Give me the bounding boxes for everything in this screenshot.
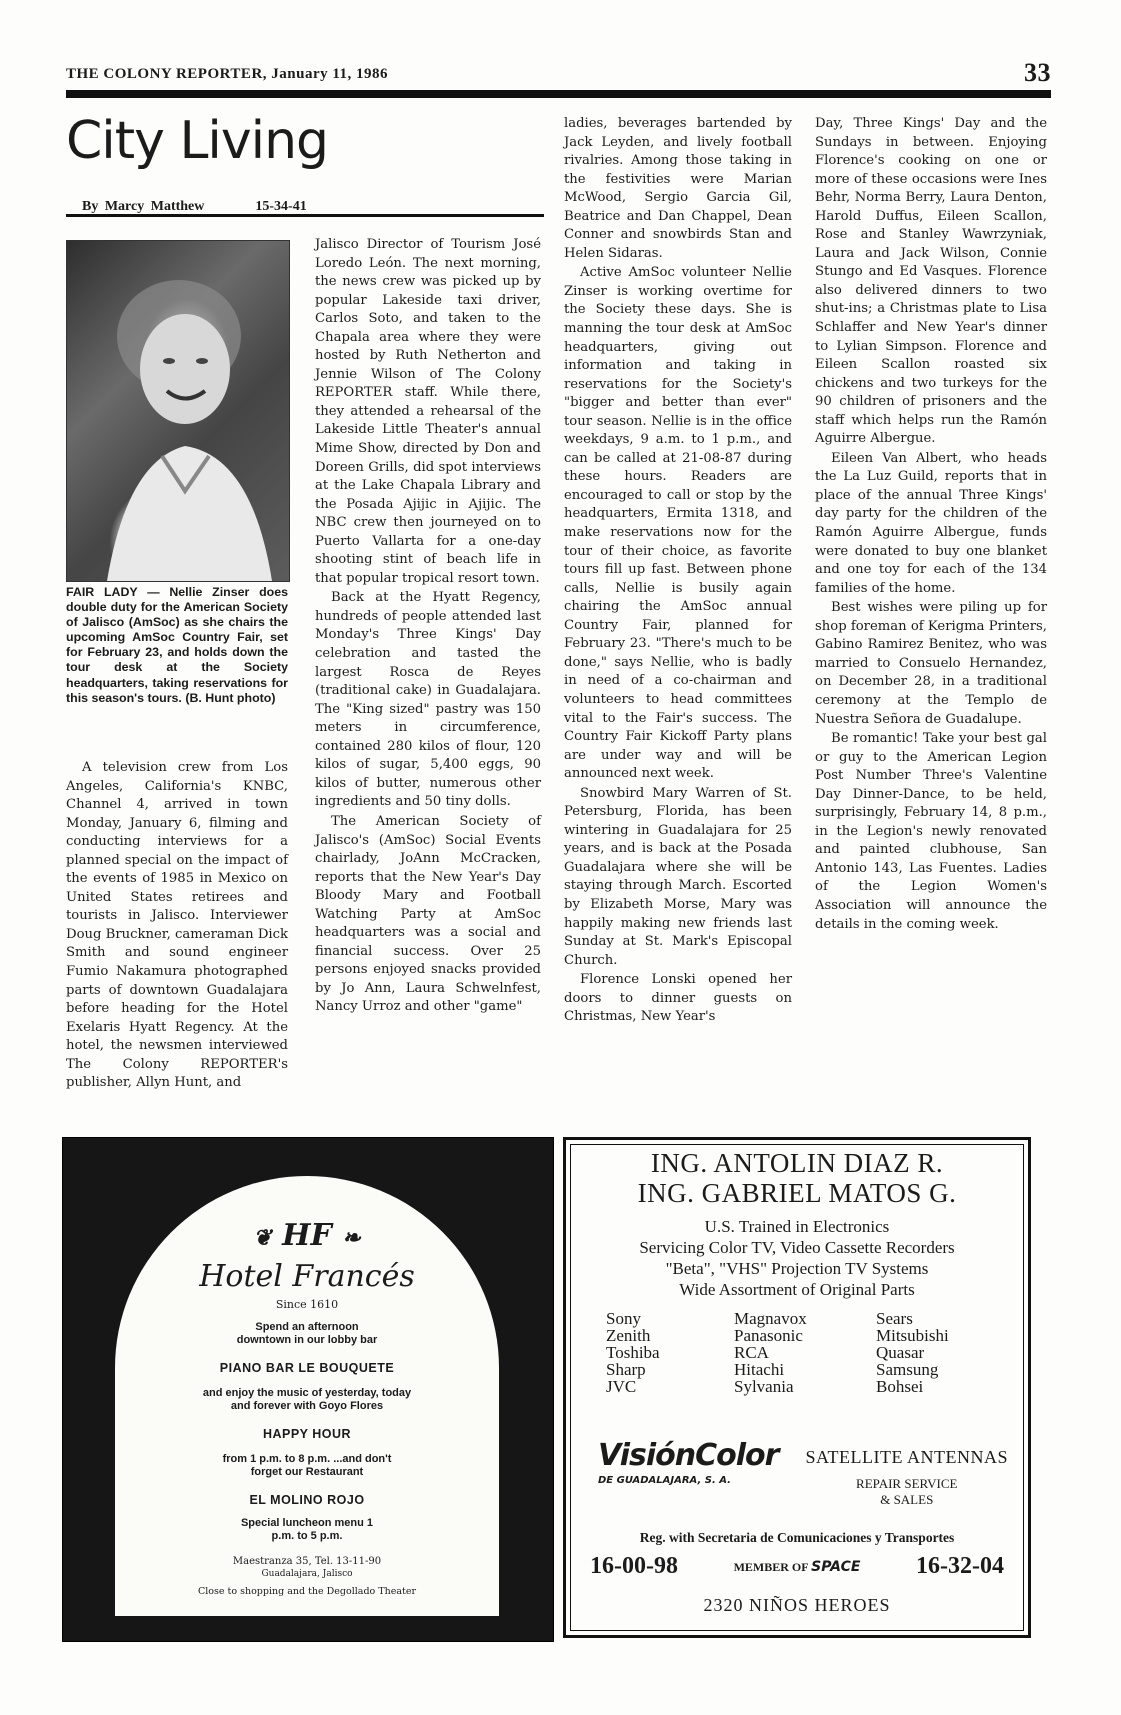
service-line: "Beta", "VHS" Projection TV Systems [665, 1259, 929, 1278]
article-column-1 [66, 759, 288, 1093]
article-column-2 [315, 236, 541, 1017]
service-line: U.S. Trained in Electronics [704, 1217, 890, 1236]
hotel-name: Hotel Francés [199, 1259, 415, 1294]
registration-line: Reg. with Secretaria de Comunicaciones y Transportes [639, 1530, 955, 1545]
hotel-since: Since 1610 [275, 1298, 339, 1311]
hotel-note: Close to shopping and the Degollado Theater [197, 1586, 417, 1597]
ad-electronics-repair [563, 1137, 1031, 1638]
ad-hotel-frances [62, 1137, 554, 1642]
brand: RCA [734, 1343, 769, 1362]
member-org: SPACE [811, 1558, 861, 1575]
brand: Sharp [606, 1360, 646, 1379]
hotel-music-line: and enjoy the music of yesterday, today and forever with Goyo Flores [202, 1387, 412, 1412]
article-column-3 [564, 115, 792, 1027]
ad-names [566, 1148, 1028, 1208]
photo-caption: FAIR LADY — Nellie Zinser does double duty for the American Society of Jalisco (AmSoc) as she chairs the upcoming AmSoc Country Fair, set for February 23, and holds down the tour desk at the Society headquarters, taking reservations for this season's tours. (B. Hunt photo) [66, 585, 288, 705]
brand: Sony [606, 1309, 641, 1328]
brand-list-3 [876, 1310, 949, 1395]
brand-list-1 [606, 1310, 660, 1395]
paragraph: Active AmSoc volunteer Nellie Zinser is working overtime for the Society these days. She is manning the tour desk at AmSoc headquarters, giving out information and taking in reservations for the Society's "bigger and better than ever" tour season. Nellie is in the office weekdays, 9 a.m. to 1 p.m., and can be called at 21-08-87 during these hours. Readers are encouraged to call or stop by the headquarters, Ermita 1318, and make reservations now for the tour of their choice, as favorite tours fill up fast. Between phone calls, Nellie is busily again chairing the AmSoc annual Country Fair, planned for February 23. "There's much to be done," says Nellie, who is badly in need of a co-chairman and volunteers to head committees vital to the Fair's success. The Country Fair Kickoff Party plans are under way and will be announced next week. [564, 265, 792, 782]
service-line: Servicing Color TV, Video Cassette Recorders [639, 1238, 955, 1257]
masthead [66, 58, 1051, 88]
masthead-rule [66, 90, 1051, 98]
hotel-lobby-line: Spend an afternoon downtown in our lobby bar [236, 1321, 378, 1346]
paragraph: Eileen Van Albert, who heads the La Luz Guild, reports that in place of the annual Three Kings' day party for the children of the Ramón Aguirre Albergue, funds were donated to buy one blanket and one toy for each of the 134 families of the home. [815, 450, 1047, 596]
paragraph: Snowbird Mary Warren of St. Petersburg, Florida, has been wintering in Guadalajara for 25 years, and is back at the Posada Guadalajara where she will be staying through March. Escorted by Elizabeth Morse, Mary was happily making new friends last Sunday at St. Mark's Episcopal Church. [564, 785, 792, 968]
byline-phone: 15-34-41 [255, 199, 307, 214]
brand: Zenith [606, 1326, 651, 1345]
paragraph: Best wishes were piling up for shop foreman of Kerigma Printers, Gabino Ramirez Benitez, who was married to Consuelo Hernandez, on December 28, in a traditional ceremony at the Templo de Nuestra Señora de Guadalupe. [815, 600, 1047, 727]
repair-service: REPAIR SERVICE [856, 1476, 958, 1491]
phone-2: 16-32-04 [916, 1553, 1004, 1579]
satellite-antennas: SATELLITE ANTENNAS [805, 1447, 1008, 1467]
member-of: MEMBER OF SPACE [733, 1558, 861, 1575]
page-number: 33 [1024, 58, 1051, 87]
hotel-city: Guadalajara, Jalisco [261, 1569, 353, 1579]
logo-subtext: DE GUADALAJARA, S. A. [598, 1475, 731, 1486]
byline-author: By Marcy Matthew [82, 199, 205, 214]
hotel-address: Maestranza 35, Tel. 13-11-90 [232, 1556, 382, 1567]
paragraph: Florence Lonski opened her doors to dinner guests on Christmas, New Year's [564, 972, 792, 1025]
engineer-name-1: ING. ANTOLIN DIAZ R. [650, 1148, 944, 1178]
service-line: Wide Assortment of Original Parts [679, 1280, 915, 1299]
phone-row [590, 1553, 1004, 1580]
paragraph: Back at the Hyatt Regency, hundreds of people attended last Monday's Three Kings' Day celebration and tasted the largest Rosca de Reyes (traditional cake) in Guadalajara. The "King sized" pastry was 150 meters in circumference, contained 280 kilos of flour, 120 kilos of sugar, 5,400 eggs, 90 kilos of butter, numerous other ingredients and 50 tiny dolls. [315, 590, 541, 810]
hotel-monogram-logo: ❦ HF ❧ [253, 1218, 361, 1253]
paragraph: A television crew from Los Angeles, California's KNBC, Channel 4, arrived in town Monday, January 6, filming and conducting interviews for a planned special on the impact of the events of 1985 in Mexico on United States retirees and tourists in Jalisco. Interviewer Doug Bruckner, cameraman Dick Smith and sound engineer Fumio Nakamura photographed parts of downtown Guadalajara before heading for the Hotel Exelaris Hyatt Regency. At the hotel, the newsmen interviewed The Colony REPORTER's publisher, Allyn Hunt, and [66, 760, 288, 1091]
brand-list-2 [734, 1310, 807, 1395]
brand: Sylvania [734, 1377, 794, 1396]
paragraph: The American Society of Jalisco's (AmSoc) Social Events chairlady, JoAnn McCracken, reports that the New Year's Day Bloody Mary and Football Watching Party at AmSoc headquarters was a social and financial success. Over 25 persons enjoyed snacks provided by Jo Ann, Laura Schwelnfest, Nancy Urroz and other "game" [315, 813, 541, 1015]
phone-1: 16-00-98 [590, 1553, 678, 1579]
paragraph: Day, Three Kings' Day and the Sundays in between. Enjoying Florence's cooking on one or more of these occasions were Ines Behr, Norma Berry, Laura Denton, Harold Duffus, Eileen Scallon, Rose and Stanley Wawrzyniak, Laura and Jack Wilson, Connie Stungo and Ed Vasques. Florence also delivered dinners to two shut-ins; a Christmas plate to Lisa Schlaffer and New Year's dinner to Lylian Simpson. Florence and Eileen Scallon roasted six chickens and two turkeys for the 90 children of prisoners and the staff which helps run the Ramón Aguirre Albergue. [815, 116, 1047, 447]
hotel-piano-bar: PIANO BAR LE BOUQUETE [219, 1361, 395, 1375]
masthead-title: THE COLONY REPORTER, January 11, 1986 [66, 66, 389, 82]
brand: Bohsei [876, 1377, 924, 1396]
shop-address: 2320 NIÑOS HEROES [703, 1595, 891, 1615]
brand: Magnavox [734, 1309, 807, 1328]
brand: JVC [606, 1377, 637, 1396]
paragraph: Jalisco Director of Tourism José Loredo León. The next morning, the news crew was picked up by popular Lakeside taxi driver, Carlos Soto, and taken to the Chapala area where they were hosted by Ruth Netherton and Jennie Wilson of The Colony REPORTER staff. While there, they attended a rehearsal of the Lakeside Little Theater's annual Mime Show, directed by Don and Doreen Grills, did spot interviews at the Lake Chapala Library and the Posada Ajijic in Ajijic. The NBC crew then journeyed on to Puerto Vallarta for a one-day shooting stint of beach life in that popular tropical resort town. [315, 237, 541, 586]
paragraph: ladies, beverages bartended by Jack Leyden, and lively football rivalries. Among those taking in the festivities were Marian McWood, Sergio Garcia Gil, Beatrice and Dan Chappel, Dean Conner and snowbirds Stan and Helen Sidaras. [564, 116, 792, 261]
section-title: City Living [66, 111, 329, 171]
brand: Sears [876, 1309, 913, 1328]
paragraph: Be romantic! Take your best gal or guy to the American Legion Post Number Three's Valentine Day Dinner-Dance, to be held, surprisingly, February 14, 8 p.m., in the Legion's newly renovated and painted clubhouse, San Antonio 143, Las Fuentes. Ladies of the Legion Women's Association will announce the details in the coming week. [815, 731, 1047, 932]
brand: Toshiba [606, 1343, 660, 1362]
hotel-hours: from 1 p.m. to 8 p.m. ...and don't forget our Restaurant [222, 1453, 392, 1478]
logo-text: VisiónColor [598, 1438, 779, 1473]
brand: Panasonic [734, 1326, 803, 1345]
photo-nellie-zinser [66, 240, 290, 582]
hotel-restaurant: EL MOLINO ROJO [249, 1493, 365, 1507]
brand: Samsung [876, 1360, 939, 1379]
byline [82, 199, 307, 215]
portrait-figure [67, 241, 289, 581]
hotel-lunch: Special luncheon menu 1 p.m. to 5 p.m. [240, 1517, 374, 1542]
visioncolor-logo [598, 1438, 778, 1486]
sales: & SALES [880, 1492, 934, 1507]
byline-rule [66, 214, 544, 217]
article-column-4 [815, 115, 1047, 934]
brand: Mitsubishi [876, 1326, 949, 1345]
brand: Hitachi [734, 1360, 785, 1379]
brand: Quasar [876, 1343, 925, 1362]
satellite-block [806, 1447, 1008, 1508]
hotel-happy-hour: HAPPY HOUR [262, 1427, 352, 1441]
engineer-name-2: ING. GABRIEL MATOS G. [637, 1178, 957, 1208]
ad-services [566, 1216, 1028, 1300]
ad-hotel-content [115, 1218, 499, 1598]
